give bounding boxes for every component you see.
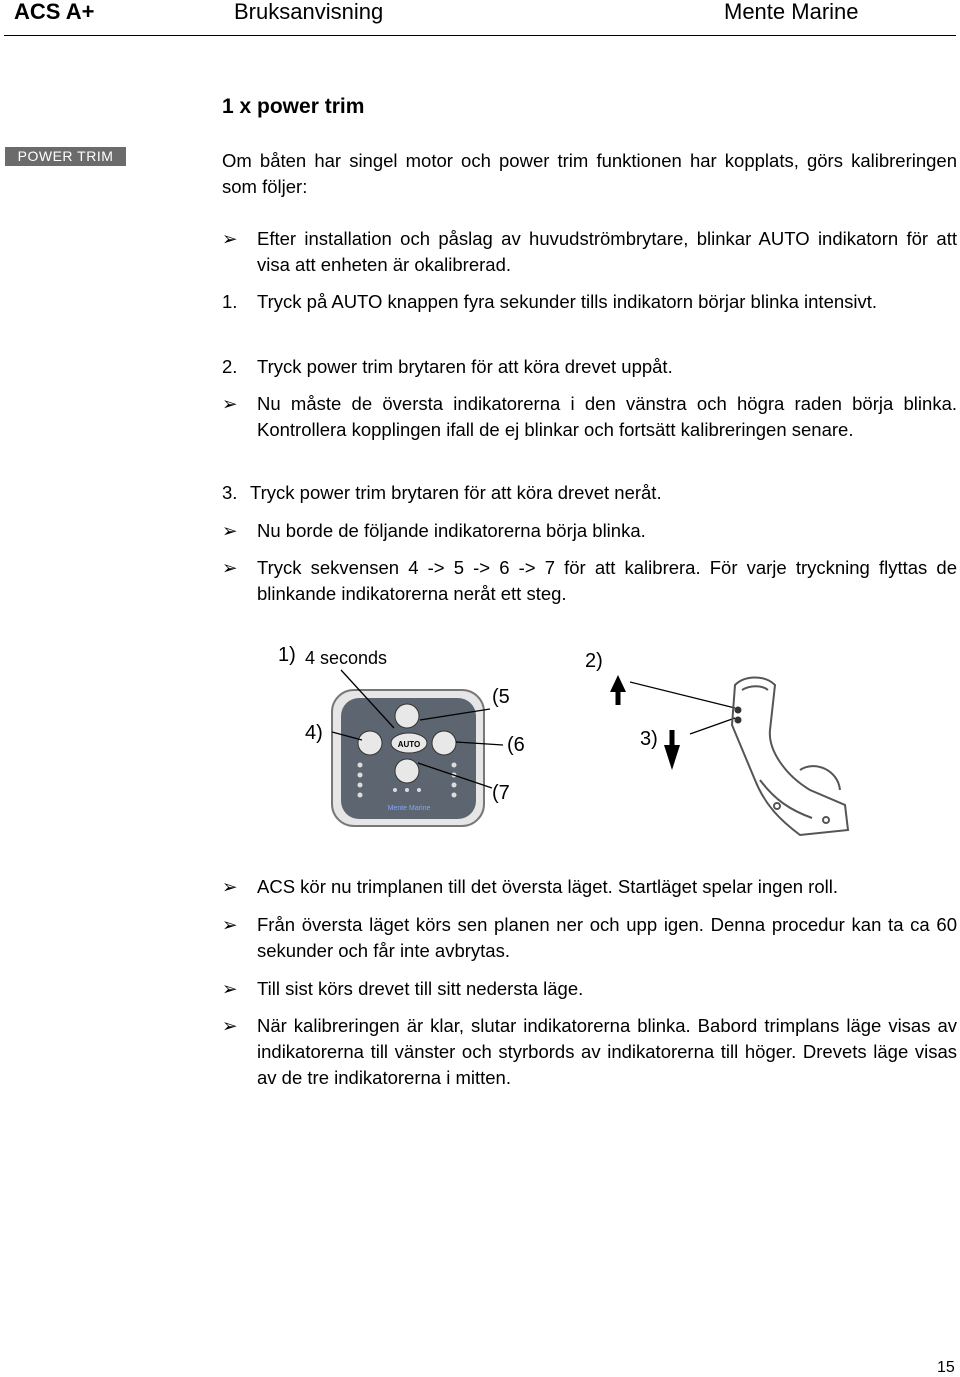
label-step-4: 4) [305,722,323,744]
label-step-2: 2) [585,650,603,672]
bullet-arrow-icon: ➢ [222,393,238,414]
bullet-arrow-icon: ➢ [222,876,238,897]
bullet-arrow-icon: ➢ [222,228,238,249]
bullet-arrow-icon: ➢ [222,978,238,999]
list-item-text: Tryck på AUTO knappen fyra sekunder tills indikatorn börjar blinka intensivt. [257,291,878,312]
bullet-arrow-icon: ➢ [222,557,238,578]
label-step-7: (7 [492,782,510,804]
step-number: 1. [222,291,238,312]
label-step-3: 3) [640,728,658,750]
list-item-text: Tryck sekvensen 4 -> 5 -> 6 -> 7 för att kalibrera. För varje tryckning flyttas de blinkande indikatorerna neråt ett steg. [257,557,957,604]
side-badge: POWER TRIM [5,147,126,166]
label-step-1: 1) [278,644,296,666]
list-item-text: Nu måste de översta indikatorerna i den vänstra och högra raden börja blinka. Kontrollera kopplingen ifall de ej blinkar och fortsätt kalibreringen senare. [257,393,957,440]
list-item-text: Tryck power trim brytaren för att köra drevet neråt. [250,482,662,503]
calibration-figure [0,630,960,850]
list-item-text: Till sist körs drevet till sitt nedersta läge. [257,978,584,999]
list-item [222,874,957,900]
panel-brand-label: Mente Marine [387,805,431,812]
company-name: Mente Marine [724,0,859,24]
figure-drawing [0,630,960,850]
arrow-down-icon [664,730,680,770]
bullet-arrow-icon: ➢ [222,914,238,935]
label-step-6: (6 [507,734,525,756]
header-divider [4,35,956,36]
list-item [222,912,957,964]
list-item-text: Från översta läget körs sen planen ner och upp igen. Denna procedur kan ta ca 60 sekunder och får inte avbrytas. [257,914,957,961]
document-type: Bruksanvisning [234,0,384,24]
label-step-5: (5 [492,686,510,708]
document-title: ACS A+ [14,0,95,24]
list-item-text: Nu borde de följande indikatorerna börja blinka. [257,520,646,541]
list-item [222,976,957,1002]
bullet-arrow-icon: ➢ [222,520,238,541]
trim-switch-icon [735,707,742,724]
step-number: 3. [222,482,238,503]
list-item [222,518,957,544]
list-item [222,391,957,443]
list-item-text: När kalibreringen är klar, slutar indikatorerna blinka. Babord trimplans läge visas av indikatorerna till vänster och styrbords av indikatorerna till höger. Drevets läge visas av de tre indikatorerna i mitten. [257,1015,957,1088]
list-item-text: Efter installation och påslag av huvudströmbrytare, blinkar AUTO indikatorn för att visa att enheten är okalibrerad. [257,228,957,275]
control-panel-illustration [332,690,484,826]
auto-button-label: AUTO [397,740,421,749]
section-heading: 1 x power trim [222,95,365,118]
list-item [222,354,957,380]
list-item [222,480,957,506]
intro-paragraph: Om båten har singel motor och power trim funktionen har kopplats, görs kalibreringen som följer: [222,150,957,197]
page-number: 15 [937,1359,955,1376]
label-4-seconds: 4 seconds [305,648,388,668]
list-item-text: Tryck power trim brytaren för att köra drevet uppåt. [257,356,673,377]
throttle-lever-illustration [732,678,848,836]
list-item [222,1013,957,1091]
list-item-text: ACS kör nu trimplanen till det översta läget. Startläget spelar ingen roll. [257,876,838,897]
list-item [222,226,957,278]
list-item [222,555,957,607]
list-item [222,289,957,315]
step-number: 2. [222,356,238,377]
bullet-arrow-icon: ➢ [222,1015,238,1036]
arrow-up-icon [610,675,626,705]
